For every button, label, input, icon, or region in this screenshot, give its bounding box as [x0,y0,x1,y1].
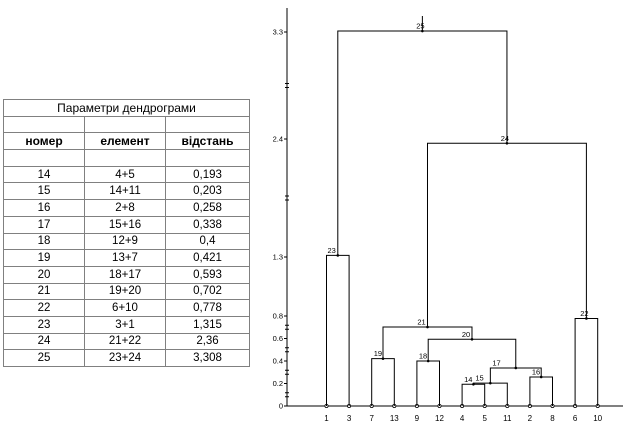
cluster-id-label: 24 [500,133,510,143]
cluster-link [428,339,516,368]
row-number: 19 [4,250,85,267]
header-number: номер [4,133,85,150]
cluster-link [372,359,395,406]
cluster-id-label: 20 [461,329,471,339]
row-number: 15 [4,183,85,200]
leaf-label: 7 [369,414,374,423]
row-element: 13+7 [85,250,166,267]
leaf-label: 4 [459,414,465,423]
leaf-label: 5 [482,414,487,423]
row-number: 21 [4,283,85,300]
row-element: 6+10 [85,300,166,317]
y-tick-label: 1.3 [272,252,283,262]
cluster-link [327,255,350,406]
y-tick-label: 3.3 [272,27,283,37]
y-tick-label: 2.4 [272,134,283,144]
leaf-label: 1 [324,414,329,423]
leaf-label: 3 [346,414,352,423]
row-distance: 0,258 [166,200,250,217]
row-number: 24 [4,333,85,350]
leaf-label: 12 [435,414,444,423]
cluster-id-label: 25 [416,21,425,31]
cluster-link [575,318,598,406]
row-distance: 0,193 [166,166,250,183]
y-tick-label: 0.2 [272,379,283,388]
cluster-link [530,377,553,406]
cluster-id-label: 15 [475,373,484,383]
y-tick-label: 0.8 [272,311,283,321]
row-element: 23+24 [85,350,166,367]
cluster-id-label: 21 [417,317,426,327]
row-number: 25 [4,350,85,367]
leaf-label: 9 [414,414,420,423]
row-number: 23 [4,316,85,333]
row-element: 18+17 [85,266,166,283]
cluster-link [417,361,440,406]
cluster-link [427,143,589,327]
row-element: 3+1 [85,316,166,333]
header-element: елемент [85,133,166,150]
y-tick-label: 0.4 [272,356,283,366]
row-distance: 3,308 [166,350,250,367]
cluster-id-label: 18 [418,351,428,361]
cluster-id-label: 16 [531,367,541,377]
row-distance: 1,315 [166,316,250,333]
row-element: 4+5 [85,166,166,183]
row-distance: 0,778 [166,300,250,317]
cluster-link [462,384,485,406]
y-tick-label: 0.6 [272,334,283,343]
row-element: 2+8 [85,200,166,217]
row-number: 14 [4,166,85,183]
row-number: 16 [4,200,85,217]
row-number: 17 [4,216,85,233]
leaf-label: 13 [389,414,399,423]
row-element: 21+22 [85,333,166,350]
row-element: 14+11 [85,183,166,200]
row-number: 18 [4,233,85,250]
cluster-id-label: 17 [492,358,501,368]
cluster-id-label: 14 [464,374,473,384]
row-element: 12+9 [85,233,166,250]
leaf-label: 6 [572,414,578,423]
row-distance: 0,203 [166,183,250,200]
header-distance: відстань [166,133,250,150]
row-number: 20 [4,266,85,283]
leaf-label: 8 [550,414,555,423]
row-element: 19+20 [85,283,166,300]
table-title: Параметри дендрограми [4,100,250,117]
row-distance: 0,593 [166,266,250,283]
row-distance: 0,702 [166,283,250,300]
cluster-link [473,383,507,406]
leaf-label: 10 [593,414,603,423]
y-tick-label: 0 [278,401,283,411]
row-distance: 2,36 [166,333,250,350]
cluster-id-label: 23 [327,245,336,255]
cluster-link [383,327,472,359]
leaf-label: 11 [503,414,512,423]
row-number: 22 [4,300,85,317]
row-distance: 0,338 [166,216,250,233]
leaf-label: 2 [527,414,533,423]
cluster-id-label: 22 [580,308,589,318]
cluster-id-label: 19 [373,349,383,359]
row-distance: 0,421 [166,250,250,267]
row-distance: 0,4 [166,233,250,250]
row-element: 15+16 [85,216,166,233]
